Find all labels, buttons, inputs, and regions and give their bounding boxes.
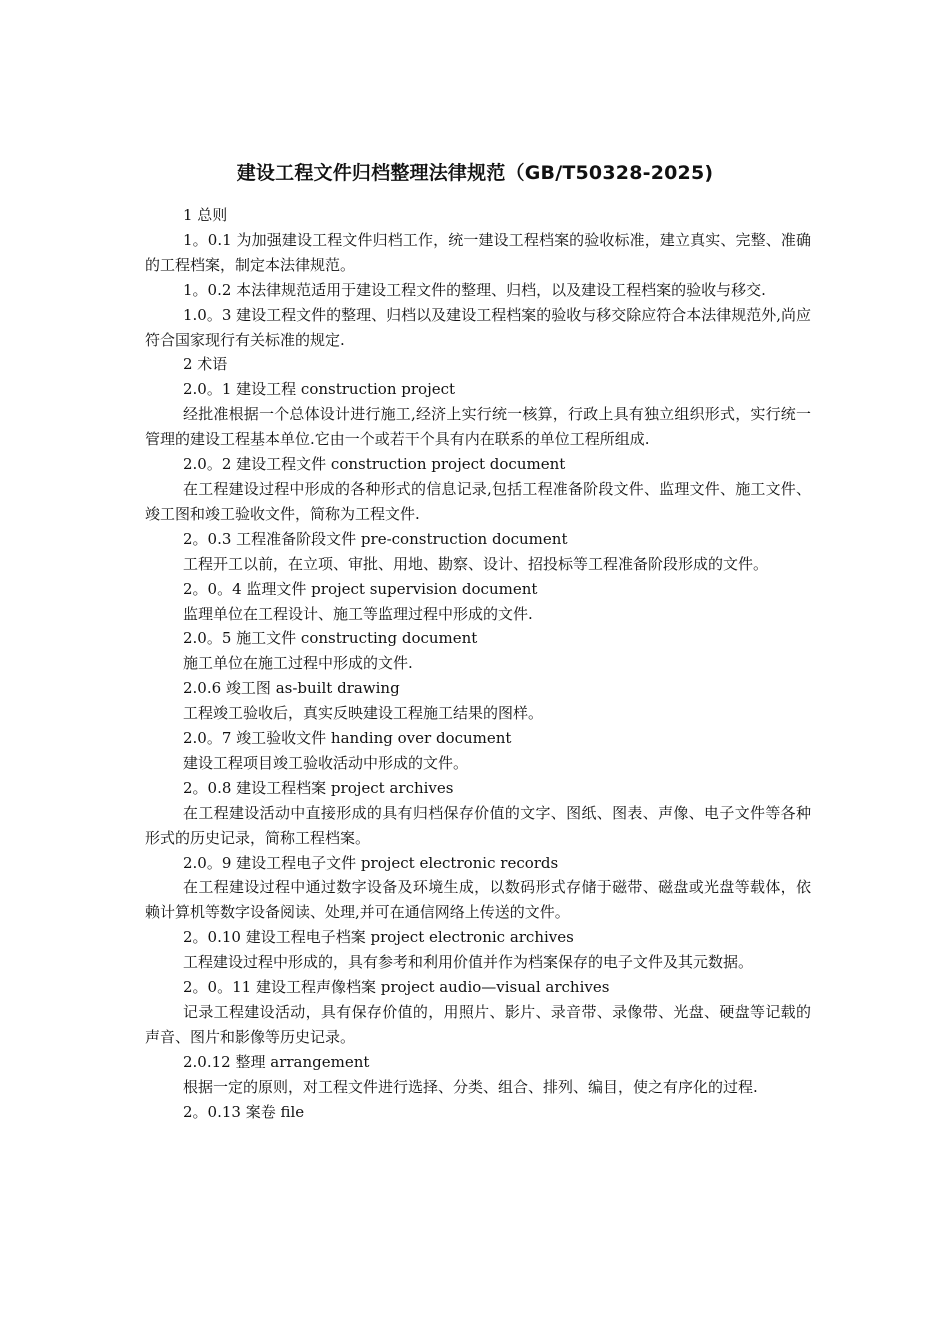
paragraph: 工程建设过程中形成的，具有参考和利用价值并作为档案保存的电子文件及其元数据。 <box>183 953 754 972</box>
section-heading: 2。0.8 建设工程档案 project archives <box>183 778 454 797</box>
section-heading: 2.0。5 施工文件 constructing document <box>183 629 478 648</box>
section-heading: 2 术语 <box>183 355 228 374</box>
document-body <box>145 203 811 1125</box>
paragraph: 监理单位在工程设计、施工等监理过程中形成的文件. <box>183 604 533 623</box>
paragraph: 根据一定的原则，对工程文件进行选择、分类、组合、排列、编目，使之有序化的过程. <box>183 1077 758 1096</box>
section-heading: 2。0。4 监理文件 project supervision document <box>183 579 538 598</box>
paragraph: 1。0.1 为加强建设工程文件归档工作，统一建设工程档案的验收标准，建立真实、完整、准确的工程档案，制定本法律规范。 <box>145 230 811 274</box>
section-heading: 2.0。1 建设工程 construction project <box>183 380 456 399</box>
section-heading: 2。0。11 建设工程声像档案 project audio—visual archives <box>183 978 610 997</box>
paragraph: 工程开工以前，在立项、审批、用地、勘察、设计、招投标等工程准备阶段形成的文件。 <box>183 554 769 573</box>
section-heading: 2。0.13 案卷 file <box>183 1102 305 1121</box>
paragraph: 1.0。3 建设工程文件的整理、归档以及建设工程档案的验收与移交除应符合本法律规范外,尚应符合国家现行有关标准的规定. <box>145 305 811 349</box>
document-title: 建设工程文件归档整理法律规范（GB/T50328-2025) <box>236 162 714 184</box>
section-heading: 2。0.3 工程准备阶段文件 pre-construction document <box>183 529 568 548</box>
paragraph: 施工单位在施工过程中形成的文件. <box>183 654 413 673</box>
paragraph: 建设工程项目竣工验收活动中形成的文件。 <box>183 753 469 772</box>
paragraph: 在工程建设过程中形成的各种形式的信息记录,包括工程准备阶段文件、监理文件、施工文件、竣工图和竣工验收文件，简称为工程文件. <box>145 479 811 523</box>
paragraph: 在工程建设过程中通过数字设备及环境生成，以数码形式存储于磁带、磁盘或光盘等载体，依赖计算机等数字设备阅读、处理,并可在通信网络上传送的文件。 <box>145 878 811 922</box>
section-heading: 2.0。2 建设工程文件 construction project document <box>183 455 566 474</box>
paragraph: 工程竣工验收后，真实反映建设工程施工结果的图样。 <box>183 704 544 723</box>
section-heading: 2。0.10 建设工程电子档案 project electronic archives <box>183 928 574 947</box>
paragraph: 记录工程建设活动，具有保存价值的，用照片、影片、录音带、录像带、光盘、硬盘等记载的声音、图片和影像等历史记录。 <box>145 1003 811 1046</box>
section-heading: 2.0。7 竣工验收文件 handing over document <box>183 729 512 748</box>
section-heading: 2.0.6 竣工图 as-built drawing <box>183 679 400 698</box>
paragraph: 1。0.2 本法律规范适用于建设工程文件的整理、归档，以及建设工程档案的验收与移交. <box>183 280 766 299</box>
section-heading: 2.0.12 整理 arrangement <box>183 1052 370 1071</box>
section-heading: 2.0。9 建设工程电子文件 project electronic records <box>183 853 559 872</box>
paragraph: 在工程建设活动中直接形成的具有归档保存价值的文字、图纸、图表、声像、电子文件等各种形式的历史记录，简称工程档案。 <box>145 803 811 847</box>
paragraph: 经批准根据一个总体设计进行施工,经济上实行统一核算，行政上具有独立组织形式，实行统一管理的建设工程基本单位.它由一个或若干个具有内在联系的单位工程所组成. <box>145 405 811 449</box>
section-heading: 1 总则 <box>183 206 228 224</box>
